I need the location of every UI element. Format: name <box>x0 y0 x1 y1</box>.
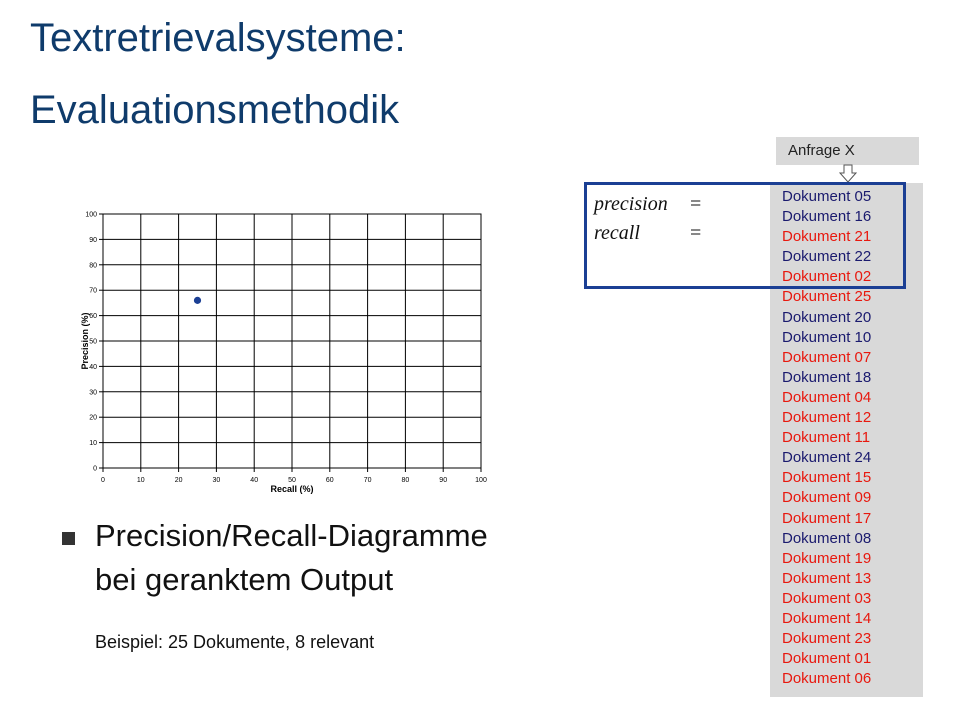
document-list-item: Dokument 12 <box>782 409 872 427</box>
document-list-item: Dokument 20 <box>782 308 872 326</box>
x-axis-label: Recall (%) <box>270 484 314 494</box>
document-list-item: Dokument 13 <box>782 569 872 587</box>
recall-equals: = <box>690 222 702 244</box>
x-tick-label: 70 <box>363 477 372 484</box>
x-tick-label: 20 <box>174 477 183 484</box>
precision-equals: = <box>690 193 702 215</box>
bullet-square-icon <box>62 532 75 545</box>
x-tick-label: 60 <box>325 477 334 484</box>
document-list-item: Dokument 09 <box>782 489 872 507</box>
x-tick-label: 50 <box>288 477 296 484</box>
x-tick-label: 0 <box>101 477 105 484</box>
x-tick-label: 40 <box>250 477 259 484</box>
y-tick-label: 70 <box>89 287 97 295</box>
document-list-item: Dokument 03 <box>782 589 872 607</box>
x-tick-label: 80 <box>401 477 410 484</box>
y-tick-label: 80 <box>89 262 97 270</box>
bullet-line1: Precision/Recall-Diagramme <box>95 518 488 553</box>
document-list-item: Dokument 16 <box>782 208 872 226</box>
bullet-text <box>95 514 695 602</box>
y-tick-label: 100 <box>85 211 97 219</box>
document-list-item: Dokument 02 <box>782 268 872 286</box>
document-list-item: Dokument 04 <box>782 388 872 406</box>
document-list-item: Dokument 11 <box>782 429 871 447</box>
precision-label: precision <box>594 193 668 215</box>
bullet-line2: bei geranktem Output <box>95 562 394 597</box>
data-point <box>194 297 201 304</box>
document-list-item: Dokument 17 <box>782 509 872 527</box>
document-list-item: Dokument 15 <box>782 469 872 487</box>
precision-formula <box>594 193 702 216</box>
document-list-item: Dokument 05 <box>782 188 872 205</box>
example-text: Beispiel: 25 Dokumente, 8 relevant <box>95 632 375 652</box>
x-tick-label: 30 <box>212 477 221 484</box>
slide-title-line1: Textretrievalsysteme: <box>30 16 406 60</box>
x-tick-label: 90 <box>439 477 448 484</box>
document-list-item: Dokument 24 <box>782 449 872 467</box>
y-tick-label: 50 <box>89 338 97 346</box>
document-list-item: Dokument 01 <box>782 650 872 668</box>
x-tick-label: 10 <box>136 477 145 484</box>
y-tick-label: 0 <box>93 465 97 473</box>
document-list-item: Dokument 06 <box>782 670 872 688</box>
document-list-item: Dokument 14 <box>782 609 872 627</box>
y-tick-label: 60 <box>89 313 97 321</box>
x-tick-label: 100 <box>475 477 487 484</box>
slide-title-line2: Evaluationsmethodik <box>30 88 400 132</box>
y-tick-label: 20 <box>89 414 97 422</box>
recall-label: recall <box>594 222 640 244</box>
document-list-item: Dokument 19 <box>782 549 872 567</box>
document-list-item: Dokument 25 <box>782 288 872 306</box>
query-label: Anfrage X <box>776 137 919 165</box>
y-tick-label: 30 <box>89 389 97 397</box>
document-list-item: Dokument 07 <box>782 348 872 366</box>
y-tick-label: 10 <box>89 440 97 448</box>
document-list-item: Dokument 10 <box>782 328 872 346</box>
document-list-item: Dokument 08 <box>782 529 872 547</box>
y-axis-label: Precision (%) <box>80 312 90 370</box>
recall-formula <box>594 222 702 245</box>
document-list-item: Dokument 18 <box>782 368 872 386</box>
document-list-item: Dokument 21 <box>782 228 872 246</box>
document-list-item: Dokument 22 <box>782 248 872 266</box>
document-list-item: Dokument 23 <box>782 630 872 648</box>
y-tick-label: 40 <box>89 363 97 371</box>
down-arrow-icon <box>838 164 858 184</box>
y-tick-label: 90 <box>89 236 97 244</box>
